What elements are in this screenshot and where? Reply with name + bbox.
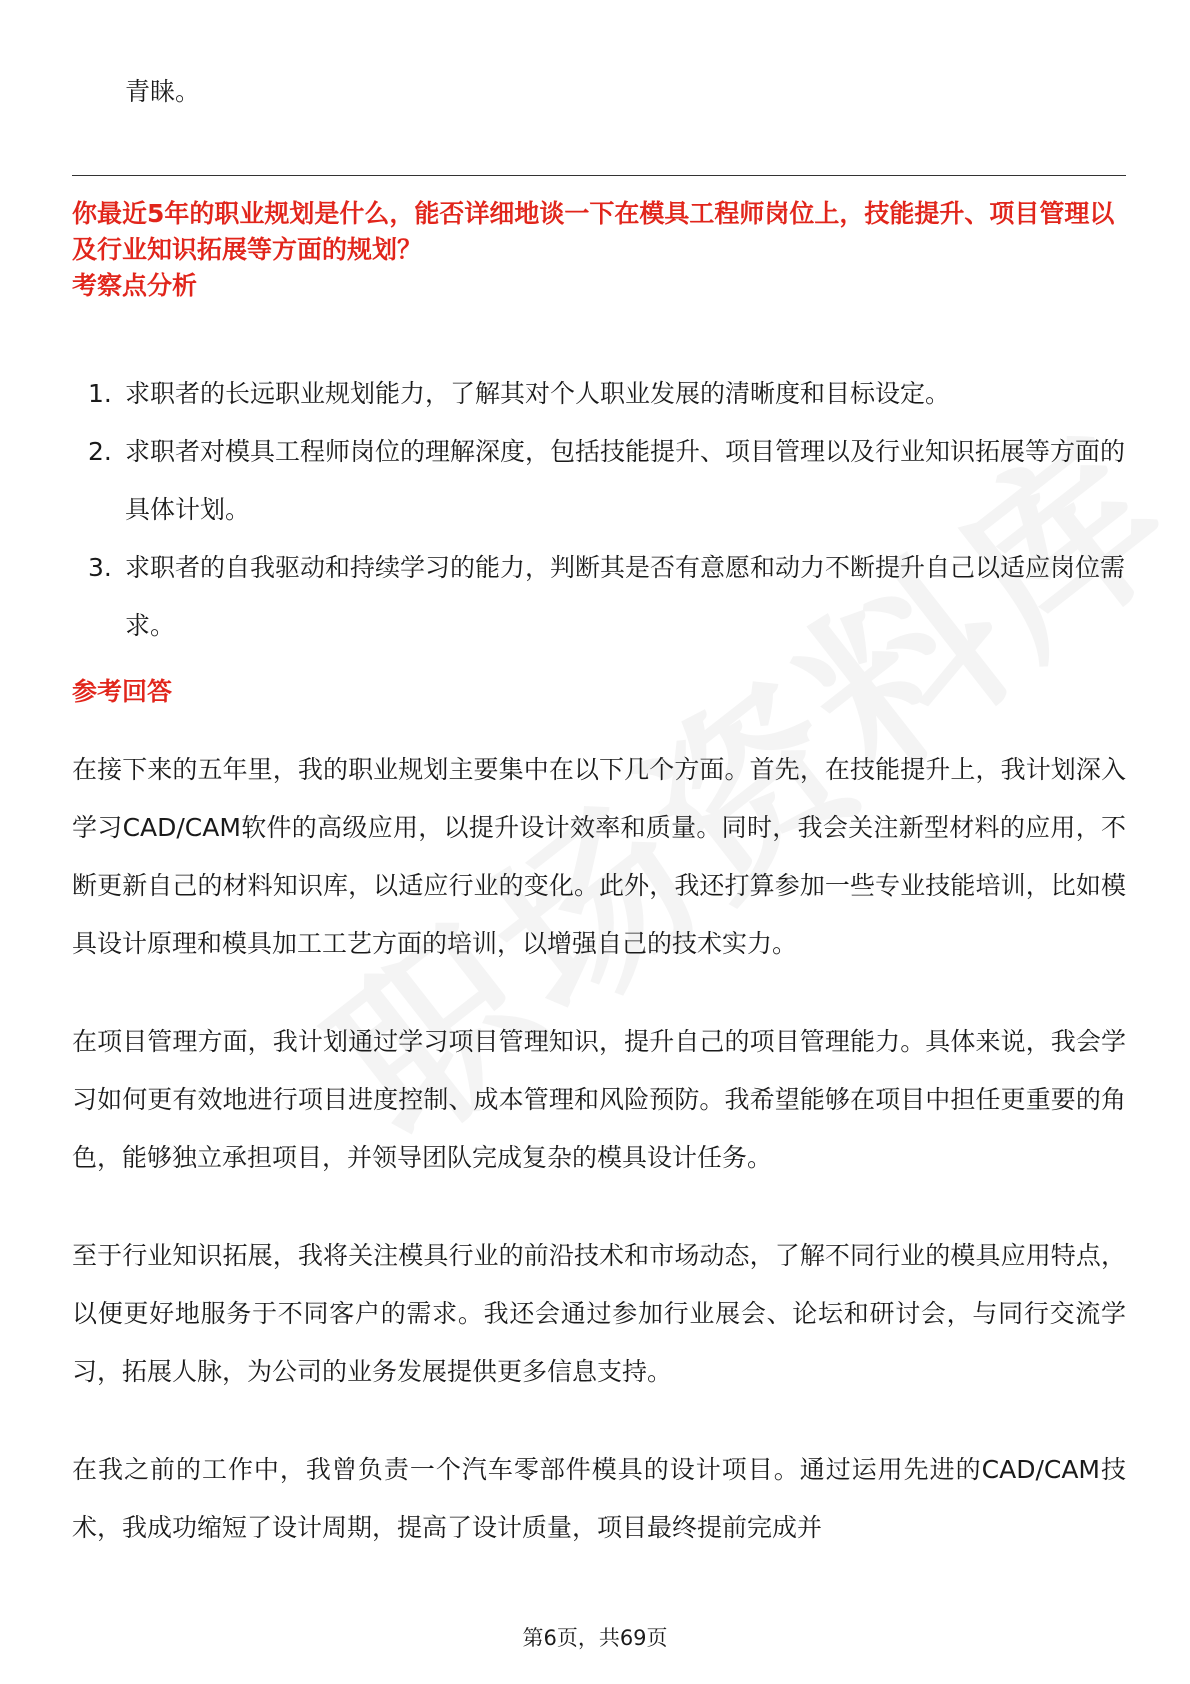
list-text: 求职者对模具工程师岗位的理解深度，包括技能提升、项目管理以及行业知识拓展等方面的具体计划。 [125,437,1126,524]
list-item [72,423,1126,539]
answer-paragraph: 至于行业知识拓展，我将关注模具行业的前沿技术和市场动态，了解不同行业的模具应用特点，以便更好地服务于不同客户的需求。我还会通过参加行业展会、论坛和研讨会，与同行交流学习，拓展人脉，为公司的业务发展提供更多信息支持。 [72,1241,1126,1386]
page-number: 第6页，共69页 [522,1626,668,1650]
answer-body [72,741,1126,1597]
list-item [72,365,1126,423]
answer-title: 参考回答 [72,677,173,706]
list-text: 求职者的自我驱动和持续学习的能力，判断其是否有意愿和动力不断提升自己以适应岗位需求。 [125,553,1126,640]
list-item [72,539,1126,655]
answer-paragraph: 在我之前的工作中，我曾负责一个汽车零部件模具的设计项目。通过运用先进的CAD/CAM技术，我成功缩短了设计周期，提高了设计质量，项目最终提前完成并 [72,1455,1126,1542]
question-heading: 你最近5年的职业规划是什么，能否详细地谈一下在模具工程师岗位上，技能提升、项目管理以及行业知识拓展等方面的规划？ [72,199,1115,264]
continued-text: 青睐。 [125,77,201,106]
list-number: 2. [88,437,112,466]
answer-paragraph: 在接下来的五年里，我的职业规划主要集中在以下几个方面。首先，在技能提升上，我计划深入学习CAD/CAM软件的高级应用，以提升设计效率和质量。同时，我会关注新型材料的应用，不断更新自己的材料知识库，以适应行业的变化。此外，我还打算参加一些专业技能培训，比如模具设计原理和模具加工工艺方面的培训，以增强自己的技术实力。 [72,755,1126,958]
list-text: 求职者的长远职业规划能力，了解其对个人职业发展的清晰度和目标设定。 [125,379,951,408]
analysis-title: 考察点分析 [72,271,198,300]
list-number: 3. [88,553,112,582]
answer-paragraph: 在项目管理方面，我计划通过学习项目管理知识，提升自己的项目管理能力。具体来说，我会学习如何更有效地进行项目进度控制、成本管理和风险预防。我希望能够在项目中担任更重要的角色，能够独立承担项目，并领导团队完成复杂的模具设计任务。 [72,1027,1126,1172]
analysis-list [72,365,1126,655]
section-divider [72,175,1126,176]
list-number: 1. [88,379,112,408]
